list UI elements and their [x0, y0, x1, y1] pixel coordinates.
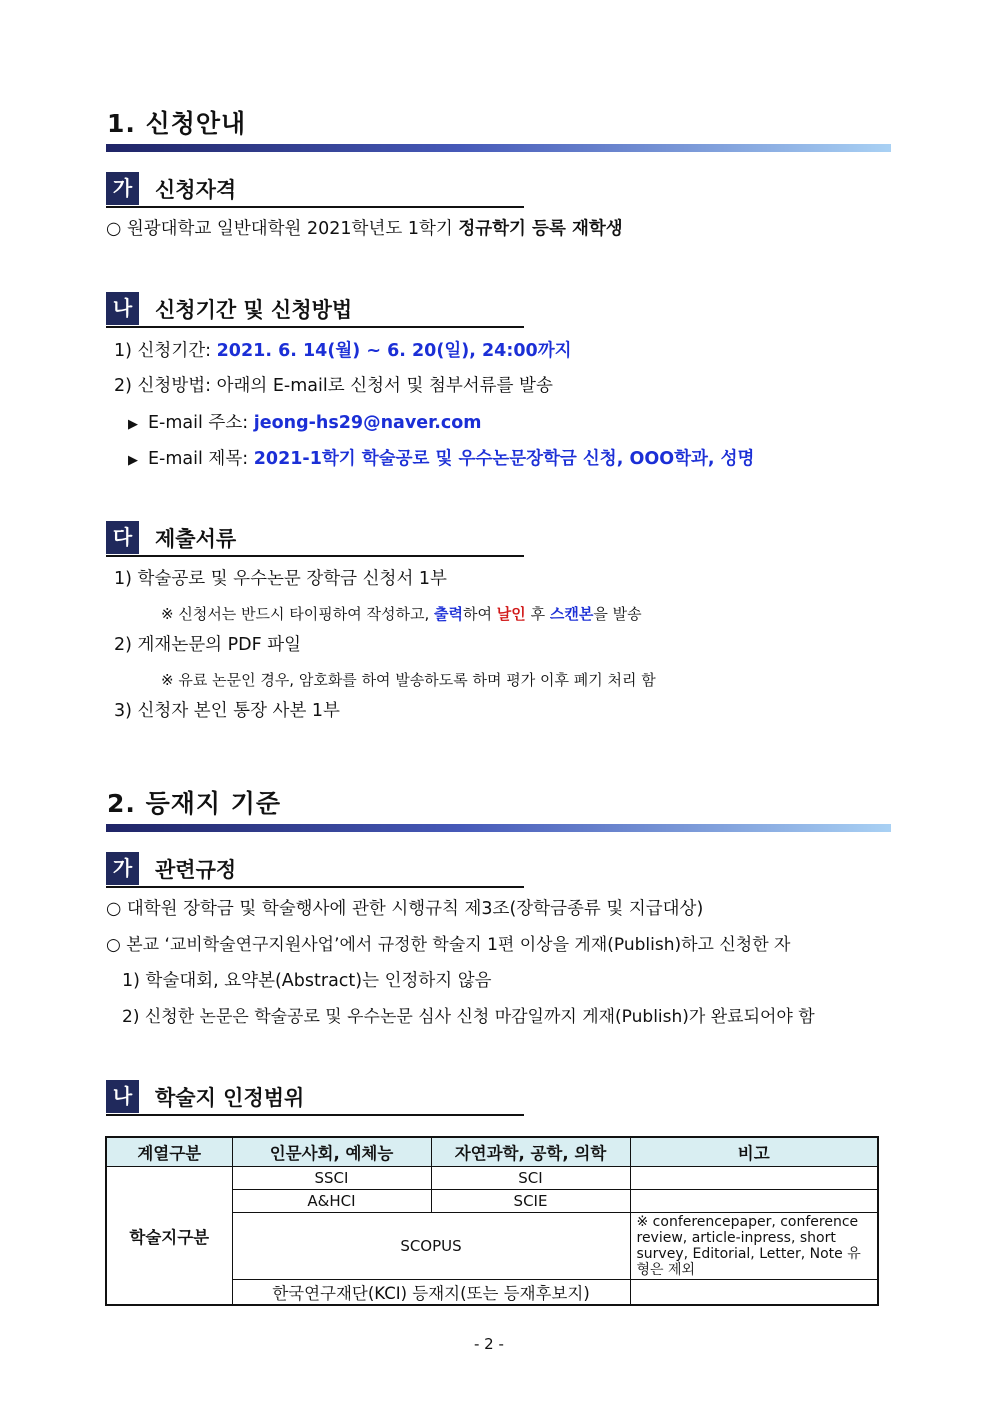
period-label: 1) 신청기간: — [114, 341, 212, 361]
document-item: 3) 신청자 본인 통장 사본 1부 — [114, 701, 340, 721]
subsection-header — [106, 172, 524, 208]
regulation-subitem: 2) 신청한 논문은 학술공로 및 우수논문 심사 신청 마감일까지 게재(Publish)가 완료되어야 함 — [122, 1007, 815, 1027]
subsection-badge: 나 — [106, 292, 139, 325]
email-address-line — [128, 411, 482, 437]
table-cell: SSCI — [232, 1167, 431, 1190]
table-cell: SCOPUS — [232, 1213, 630, 1280]
subject-label: E-mail 제목: — [148, 449, 249, 469]
subsection-title: 제출서류 — [155, 527, 237, 551]
eligibility-text: ○ 원광대학교 일반대학원 2021학년도 1학기 — [106, 219, 453, 239]
subsection-badge: 다 — [106, 521, 139, 554]
section-divider — [106, 824, 891, 832]
subsection-header — [106, 521, 524, 557]
subsection-title: 관련규정 — [155, 858, 237, 882]
eligibility-line — [106, 217, 623, 241]
section-title: 1. 신청안내 — [107, 109, 247, 138]
note-highlight: 날인 — [496, 605, 526, 623]
document-note — [161, 603, 642, 624]
method-line: 2) 신청방법: 아래의 E-mail로 신청서 및 첨부서류를 발송 — [114, 376, 553, 396]
table-header-cell: 비고 — [630, 1137, 878, 1167]
note-highlight: 출력 — [434, 605, 464, 623]
eligibility-bold: 정규학기 등록 재학생 — [458, 219, 623, 239]
table-cell: SCI — [431, 1167, 630, 1190]
email-subject-line — [128, 447, 754, 473]
note-text: 하여 — [463, 605, 493, 623]
subject-value: 2021-1학기 학술공로 및 우수논문장학금 신청, OOO학과, 성명 — [253, 449, 755, 469]
triangle-bullet-icon: ▶ — [128, 453, 138, 468]
subsection-title: 신청자격 — [155, 178, 237, 202]
table-cell — [630, 1280, 878, 1306]
table-cell — [630, 1167, 878, 1190]
regulation-subitem: 1) 학술대회, 요약본(Abstract)는 인정하지 않음 — [122, 971, 492, 991]
email-address[interactable]: jeong-hs29@naver.com — [253, 413, 482, 433]
row-group-label: 학술지구분 — [106, 1167, 232, 1306]
period-value: 2021. 6. 14(월) ~ 6. 20(일), 24:00까지 — [216, 341, 572, 361]
note-text: 을 발송 — [593, 605, 642, 623]
email-label: E-mail 주소: — [148, 413, 249, 433]
subsection-header — [106, 1080, 524, 1116]
remark-cell: ※ conferencepaper, conference review, article-inpress, short survey, Editorial, Letter, Note 유형은 제외 — [630, 1213, 878, 1280]
table-header-cell: 인문사회, 예체능 — [232, 1137, 431, 1167]
document-item: 1) 학술공로 및 우수논문 장학금 신청서 1부 — [114, 569, 447, 589]
subsection-header — [106, 292, 524, 328]
table-row — [106, 1167, 878, 1190]
table-cell — [630, 1190, 878, 1213]
subsection-badge: 가 — [106, 172, 139, 205]
section-title: 2. 등재지 기준 — [107, 789, 282, 818]
note-text: 후 — [530, 605, 546, 623]
document-item: 2) 게재논문의 PDF 파일 — [114, 635, 302, 655]
table-header-cell: 자연과학, 공학, 의학 — [431, 1137, 630, 1167]
period-line — [114, 339, 572, 363]
page-number: - 2 - — [474, 1335, 504, 1353]
note-text: ※ 신청서는 반드시 타이핑하여 작성하고, — [161, 605, 430, 623]
table-header-cell: 계열구분 — [106, 1137, 232, 1167]
table-cell: SCIE — [431, 1190, 630, 1213]
note-highlight: 스캔본 — [549, 605, 594, 623]
regulation-line: ○ 대학원 장학금 및 학술행사에 관한 시행규칙 제3조(장학금종류 및 지급대상) — [106, 899, 704, 919]
triangle-bullet-icon: ▶ — [128, 417, 138, 432]
table-cell: 한국연구재단(KCI) 등재지(또는 등재후보지) — [232, 1280, 630, 1306]
table-header-row — [106, 1137, 878, 1167]
subsection-title: 신청기간 및 신청방법 — [155, 298, 353, 322]
section-divider — [106, 144, 891, 152]
table-cell: A&HCI — [232, 1190, 431, 1213]
subsection-header — [106, 852, 524, 888]
journal-scope-table — [105, 1136, 879, 1306]
subsection-badge: 나 — [106, 1080, 139, 1113]
subsection-title: 학술지 인정범위 — [155, 1086, 305, 1110]
regulation-line: ○ 본교 ‘교비학술연구지원사업’에서 규정한 학술지 1편 이상을 게재(Publish)하고 신청한 자 — [106, 935, 791, 955]
subsection-badge: 가 — [106, 852, 139, 885]
document-note: ※ 유료 논문인 경우, 암호화를 하여 발송하도록 하며 평가 이후 폐기 처리 함 — [161, 671, 656, 689]
